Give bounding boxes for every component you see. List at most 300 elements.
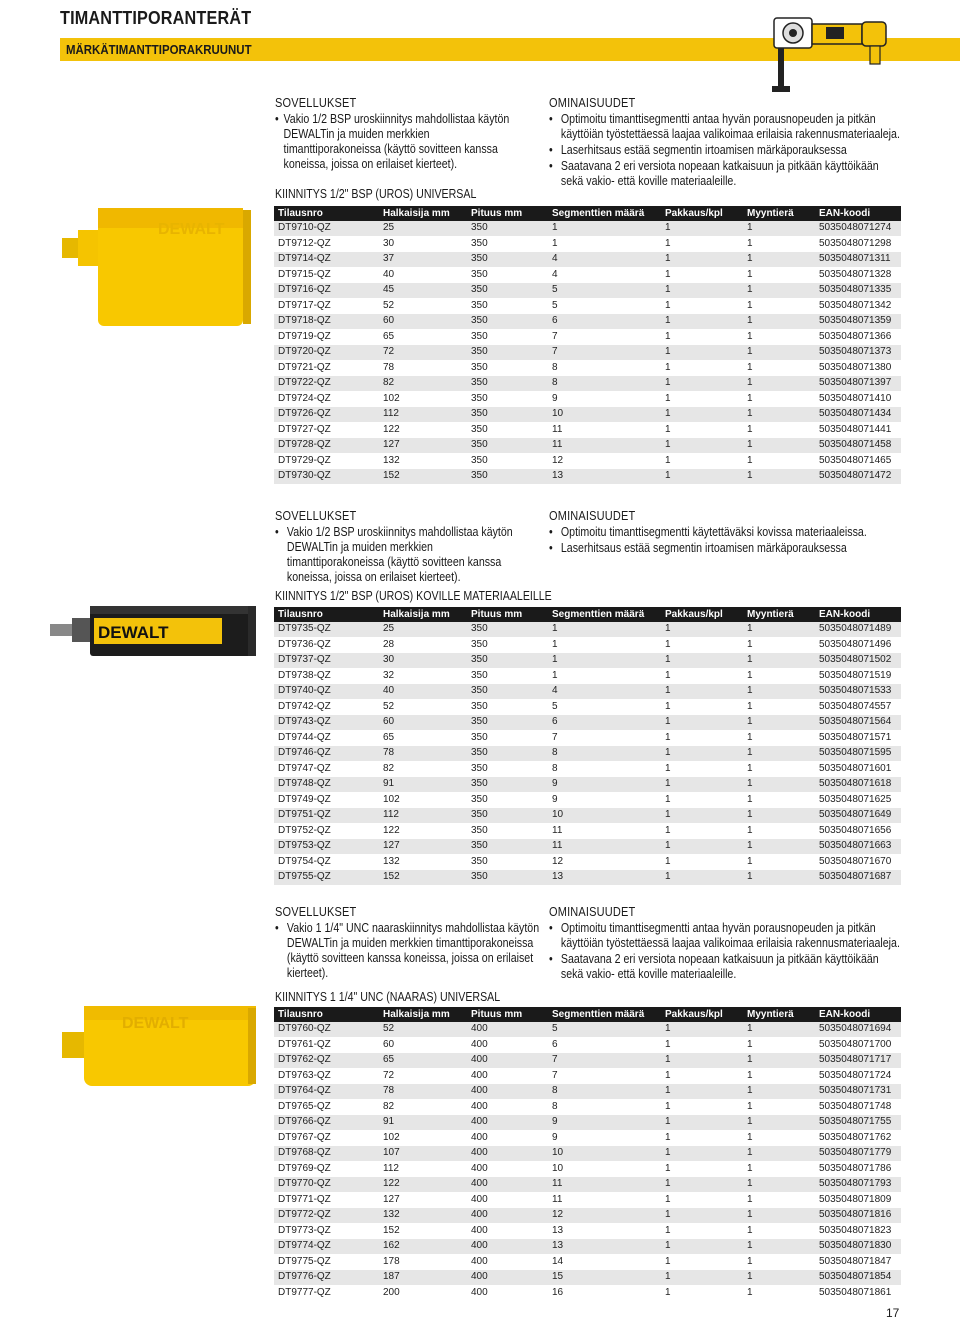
table-cell: 350	[467, 314, 548, 330]
table-cell: 1	[661, 746, 743, 762]
table-row	[274, 715, 901, 731]
table-cell: 350	[467, 236, 548, 252]
table-cell: 1	[743, 684, 815, 700]
product-table-1	[274, 206, 901, 485]
table-cell: 5035048071533	[815, 684, 901, 700]
table-row	[274, 221, 901, 236]
table-cell: 5035048071618	[815, 777, 901, 793]
table-cell: 1	[743, 730, 815, 746]
table-cell: 5035048071595	[815, 746, 901, 762]
table-cell: 112	[379, 1161, 467, 1177]
table-cell: DT9762-QZ	[274, 1053, 379, 1069]
column-header: Halkaisija mm	[379, 206, 467, 221]
table-cell: 8	[548, 376, 661, 392]
table-row	[274, 1146, 901, 1162]
table-cell: 5035048071649	[815, 808, 901, 824]
table-cell: 5035048071564	[815, 715, 901, 731]
table-row	[274, 1084, 901, 1100]
table-cell: DT9726-QZ	[274, 407, 379, 423]
table-cell: 1	[743, 453, 815, 469]
table-row	[274, 376, 901, 392]
product-table-3	[274, 1007, 901, 1301]
table-cell: 15	[548, 1270, 661, 1286]
table-cell: 350	[467, 267, 548, 283]
table-cell: DT9715-QZ	[274, 267, 379, 283]
table-cell: 7	[548, 345, 661, 361]
feature-item: • Optimoitu timanttisegmentti antaa hyvän porausnopeuden ja pitkän käyttöiän työstettäessä laajaa valikoimaa erilaisia rakennusmateriaaleja.	[549, 921, 900, 951]
table-cell: 5035048071731	[815, 1084, 901, 1100]
table-cell: 1	[661, 1223, 743, 1239]
table-cell: 1	[743, 808, 815, 824]
table-cell: 1	[743, 1084, 815, 1100]
table-cell: 1	[743, 854, 815, 870]
table-cell: 1	[661, 236, 743, 252]
table-cell: 400	[467, 1177, 548, 1193]
table-cell: 5035048071830	[815, 1239, 901, 1255]
table-cell: 1	[743, 1037, 815, 1053]
column-header: Segmenttien määrä	[548, 206, 661, 221]
black-dewalt-core-bit-image	[48, 600, 260, 662]
core-drill-machine-icon	[770, 14, 900, 94]
product-table-2	[274, 607, 901, 886]
table-cell: 12	[548, 854, 661, 870]
table-cell: 7	[548, 1053, 661, 1069]
table-cell: DT9730-QZ	[274, 469, 379, 485]
table-cell: 5035048071496	[815, 637, 901, 653]
table-row	[274, 1068, 901, 1084]
table-cell: DT9738-QZ	[274, 668, 379, 684]
table-row	[274, 438, 901, 454]
table-cell: 350	[467, 221, 548, 236]
table-row	[274, 746, 901, 762]
table-cell: 1	[661, 391, 743, 407]
table-cell: 1	[743, 407, 815, 423]
table-cell: 1	[661, 438, 743, 454]
table-row	[274, 1254, 901, 1270]
table-cell: 5035048071687	[815, 870, 901, 886]
table-cell: 127	[379, 839, 467, 855]
table-body	[274, 622, 901, 885]
table-cell: 60	[379, 314, 467, 330]
table-row	[274, 854, 901, 870]
table-cell: 1	[743, 1208, 815, 1224]
table-cell: 10	[548, 808, 661, 824]
table-cell: 1	[661, 1146, 743, 1162]
table-cell: DT9753-QZ	[274, 839, 379, 855]
table-cell: 1	[743, 267, 815, 283]
table-cell: 5035048071472	[815, 469, 901, 485]
feature-item: • Laserhitsaus estää segmentin irtoamisen märkäporauksessa	[549, 143, 900, 158]
table-cell: DT9736-QZ	[274, 637, 379, 653]
table-cell: 1	[661, 699, 743, 715]
column-header: EAN-koodi	[815, 1007, 901, 1022]
table-cell: 5035048071847	[815, 1254, 901, 1270]
table-cell: 1	[661, 221, 743, 236]
table-cell: 1	[743, 1285, 815, 1301]
table-cell: DT9721-QZ	[274, 360, 379, 376]
table-cell: DT9765-QZ	[274, 1099, 379, 1115]
table-cell: 1	[661, 653, 743, 669]
feature-item: • Optimoitu timanttisegmentti käytettäväksi kovissa materiaaleissa.	[549, 525, 900, 540]
table-cell: 1	[661, 1037, 743, 1053]
table-cell: 350	[467, 746, 548, 762]
table-row	[274, 792, 901, 808]
table-row	[274, 407, 901, 423]
table-cell: 1	[743, 1161, 815, 1177]
table-cell: 152	[379, 469, 467, 485]
table-cell: 350	[467, 407, 548, 423]
table-cell: 9	[548, 1130, 661, 1146]
table-cell: 152	[379, 870, 467, 886]
table-cell: 5035048071816	[815, 1208, 901, 1224]
table-cell: DT9722-QZ	[274, 376, 379, 392]
table-cell: 1	[743, 715, 815, 731]
table-cell: DT9717-QZ	[274, 298, 379, 314]
table-row	[274, 298, 901, 314]
table-cell: DT9737-QZ	[274, 653, 379, 669]
table-cell: 1	[743, 1115, 815, 1131]
table-cell: DT9769-QZ	[274, 1161, 379, 1177]
features-block	[549, 509, 899, 557]
table-cell: DT9766-QZ	[274, 1115, 379, 1131]
table-cell: 1	[743, 298, 815, 314]
table-row	[274, 360, 901, 376]
table-row	[274, 252, 901, 268]
table-cell: 400	[467, 1254, 548, 1270]
column-header: Tilausnro	[274, 607, 379, 622]
features-block	[549, 905, 899, 983]
applications-list	[275, 525, 515, 585]
table-row	[274, 761, 901, 777]
page-title: TIMANTTIPORANTERÄT	[60, 8, 252, 28]
table-row	[274, 777, 901, 793]
table-cell: DT9775-QZ	[274, 1254, 379, 1270]
table-row	[274, 622, 901, 637]
table-row	[274, 870, 901, 886]
table-cell: 350	[467, 298, 548, 314]
table-cell: 10	[548, 1161, 661, 1177]
table-cell: 1	[743, 1022, 815, 1037]
table-cell: 1	[661, 1022, 743, 1037]
table-cell: 1	[743, 1068, 815, 1084]
feature-item: • Saatavana 2 eri versiota nopeaan katkaisuun ja pitkään käyttöikään sekä vakio- että koville materiaaleille.	[549, 952, 900, 982]
table-cell: 5035048071328	[815, 267, 901, 283]
table-cell: 400	[467, 1161, 548, 1177]
table-row	[274, 329, 901, 345]
table-cell: 350	[467, 469, 548, 485]
table-cell: 122	[379, 422, 467, 438]
table-cell: DT9743-QZ	[274, 715, 379, 731]
table-cell: DT9764-QZ	[274, 1084, 379, 1100]
mount-label: KIINNITYS 1/2" BSP (UROS) UNIVERSAL	[275, 187, 477, 201]
table-cell: 102	[379, 1130, 467, 1146]
column-header: Halkaisija mm	[379, 607, 467, 622]
table-cell: 1	[661, 622, 743, 637]
table-cell: 11	[548, 823, 661, 839]
table-cell: 1	[743, 252, 815, 268]
table-cell: 91	[379, 1115, 467, 1131]
table-cell: 5035048071489	[815, 622, 901, 637]
table-cell: 5035048071441	[815, 422, 901, 438]
table-row	[274, 637, 901, 653]
table-cell: 13	[548, 870, 661, 886]
table-row	[274, 1099, 901, 1115]
table-cell: DT9714-QZ	[274, 252, 379, 268]
column-header: EAN-koodi	[815, 607, 901, 622]
table-row	[274, 469, 901, 485]
table-cell: 5035048071397	[815, 376, 901, 392]
application-item: • Vakio 1/2 BSP uroskiinnitys mahdollistaa käytön DEWALTin ja muiden merkkien timanttiporakoneissa (käyttö sovitteen kanssa koneissa, joissa on erilaiset kierteet).	[275, 525, 514, 585]
mount-label: KIINNITYS 1 1/4" UNC (NAARAS) UNIVERSAL	[275, 990, 501, 1004]
table-cell: 1	[548, 653, 661, 669]
table-cell: 200	[379, 1285, 467, 1301]
table-cell: 1	[661, 360, 743, 376]
applications-heading: SOVELLUKSET	[275, 96, 357, 110]
table-row	[274, 1053, 901, 1069]
table-cell: DT9751-QZ	[274, 808, 379, 824]
table-cell: 350	[467, 839, 548, 855]
table-cell: 1	[661, 792, 743, 808]
table-cell: 5035048071410	[815, 391, 901, 407]
column-header: Myyntierä	[743, 1007, 815, 1022]
table-cell: 28	[379, 637, 467, 653]
table-cell: 1	[548, 637, 661, 653]
table-cell: 5035048071601	[815, 761, 901, 777]
table-cell: 1	[661, 345, 743, 361]
applications-list	[275, 112, 515, 172]
table-cell: 13	[548, 1223, 661, 1239]
table-cell: 25	[379, 221, 467, 236]
table-cell: 1	[743, 221, 815, 236]
table-cell: 127	[379, 1192, 467, 1208]
table-cell: DT9776-QZ	[274, 1270, 379, 1286]
table-cell: 1	[661, 407, 743, 423]
column-header: Segmenttien määrä	[548, 1007, 661, 1022]
column-header: Pituus mm	[467, 1007, 548, 1022]
table-cell: 5035048071458	[815, 438, 901, 454]
table-cell: DT9724-QZ	[274, 391, 379, 407]
table-cell: 1	[661, 1115, 743, 1131]
table-cell: 350	[467, 283, 548, 299]
table-row	[274, 839, 901, 855]
column-header: Tilausnro	[274, 206, 379, 221]
table-cell: DT9760-QZ	[274, 1022, 379, 1037]
table-cell: 350	[467, 699, 548, 715]
table-cell: 5035048071380	[815, 360, 901, 376]
table-cell: 1	[743, 1177, 815, 1193]
table-cell: 1	[661, 252, 743, 268]
table-row	[274, 1192, 901, 1208]
table-cell: 32	[379, 668, 467, 684]
table-cell: DT9719-QZ	[274, 329, 379, 345]
table-cell: 1	[661, 1130, 743, 1146]
table-cell: 37	[379, 252, 467, 268]
table-header-row	[274, 206, 901, 221]
applications-list	[275, 921, 545, 981]
table-cell: 152	[379, 1223, 467, 1239]
table-cell: 82	[379, 761, 467, 777]
table-cell: 1	[661, 1068, 743, 1084]
table-cell: 5035048071625	[815, 792, 901, 808]
table-cell: 400	[467, 1130, 548, 1146]
table-cell: 72	[379, 1068, 467, 1084]
table-cell: DT9710-QZ	[274, 221, 379, 236]
table-cell: 5035048071359	[815, 314, 901, 330]
table-cell: 400	[467, 1223, 548, 1239]
column-header: Pakkaus/kpl	[661, 1007, 743, 1022]
table-cell: 14	[548, 1254, 661, 1270]
table-cell: 400	[467, 1208, 548, 1224]
table-cell: 11	[548, 438, 661, 454]
column-header: Myyntierä	[743, 607, 815, 622]
table-row	[274, 267, 901, 283]
applications-block	[275, 509, 515, 586]
column-header: Myyntierä	[743, 206, 815, 221]
table-cell: 350	[467, 422, 548, 438]
table-cell: 78	[379, 1084, 467, 1100]
table-cell: 5035048071700	[815, 1037, 901, 1053]
table-cell: 350	[467, 391, 548, 407]
feature-item: • Laserhitsaus estää segmentin irtoamisen märkäporauksessa	[549, 541, 900, 556]
table-cell: 65	[379, 1053, 467, 1069]
table-cell: 350	[467, 870, 548, 886]
table-row	[274, 453, 901, 469]
feature-item: • Saatavana 2 eri versiota nopeaan katkaisuun ja pitkään käyttöikään sekä vakio- että koville materiaaleille.	[549, 159, 900, 189]
table-cell: 78	[379, 360, 467, 376]
table-cell: 1	[743, 283, 815, 299]
table-cell: 1	[661, 808, 743, 824]
table-cell: 1	[661, 823, 743, 839]
application-item: • Vakio 1 1/4" UNC naaraskiinnitys mahdollistaa käytön DEWALTin ja muiden merkkien timanttiporakoneissa (käyttö sovitteen kanssa koneissa, joissa on erilaiset kierteet).	[275, 921, 544, 981]
table-cell: 5035048071663	[815, 839, 901, 855]
table-row	[274, 699, 901, 715]
table-cell: DT9772-QZ	[274, 1208, 379, 1224]
page-subtitle: MÄRKÄTIMANTTIPORAKRUUNUT	[66, 42, 252, 57]
table-cell: 350	[467, 329, 548, 345]
table-cell: DT9729-QZ	[274, 453, 379, 469]
table-cell: 5035048071366	[815, 329, 901, 345]
table-cell: 178	[379, 1254, 467, 1270]
table-cell: 9	[548, 391, 661, 407]
table-cell: 40	[379, 267, 467, 283]
column-header: Pakkaus/kpl	[661, 607, 743, 622]
table-cell: 5035048071502	[815, 653, 901, 669]
table-cell: DT9716-QZ	[274, 283, 379, 299]
table-cell: 9	[548, 777, 661, 793]
table-cell: 5035048071274	[815, 221, 901, 236]
table-cell: 5035048071793	[815, 1177, 901, 1193]
table-cell: 12	[548, 1208, 661, 1224]
table-cell: 7	[548, 730, 661, 746]
table-cell: 5035048071748	[815, 1099, 901, 1115]
table-cell: 1	[743, 360, 815, 376]
table-cell: 5035048071311	[815, 252, 901, 268]
table-cell: 400	[467, 1285, 548, 1301]
table-row	[274, 1270, 901, 1286]
table-cell: 350	[467, 360, 548, 376]
table-cell: 1	[743, 1146, 815, 1162]
table-cell: 8	[548, 1099, 661, 1115]
table-cell: 25	[379, 622, 467, 637]
table-cell: 350	[467, 438, 548, 454]
table-cell: DT9752-QZ	[274, 823, 379, 839]
table-cell: 132	[379, 1208, 467, 1224]
dewalt-logo: DEWALT	[98, 623, 169, 642]
table-body	[274, 221, 901, 484]
table-cell: 350	[467, 684, 548, 700]
table-cell: 1	[661, 1177, 743, 1193]
table-cell: 102	[379, 391, 467, 407]
table-cell: 350	[467, 823, 548, 839]
table-cell: 11	[548, 422, 661, 438]
table-cell: 5035048071823	[815, 1223, 901, 1239]
table-cell: 91	[379, 777, 467, 793]
table-cell: 5035048071670	[815, 854, 901, 870]
table-cell: 6	[548, 715, 661, 731]
table-cell: DT9773-QZ	[274, 1223, 379, 1239]
table-cell: 1	[743, 637, 815, 653]
table-cell: 5035048071786	[815, 1161, 901, 1177]
table-cell: 30	[379, 236, 467, 252]
table-cell: DT9768-QZ	[274, 1146, 379, 1162]
table-cell: 5035048071861	[815, 1285, 901, 1301]
table-cell: DT9746-QZ	[274, 746, 379, 762]
table-cell: 4	[548, 684, 661, 700]
application-item: • Vakio 1/2 BSP uroskiinnitys mahdollistaa käytön DEWALTin ja muiden merkkien timanttiporakoneissa (käyttö sovitteen kanssa koneissa, joissa on erilaiset kierteet).	[275, 112, 514, 172]
table-cell: 350	[467, 376, 548, 392]
table-cell: 400	[467, 1270, 548, 1286]
table-cell: 5035048071519	[815, 668, 901, 684]
table-cell: 6	[548, 1037, 661, 1053]
table-cell: 1	[743, 1053, 815, 1069]
table-cell: 5035048071724	[815, 1068, 901, 1084]
table-cell: 82	[379, 376, 467, 392]
table-cell: 350	[467, 668, 548, 684]
table-cell: 1	[743, 438, 815, 454]
page-number: 17	[886, 1306, 900, 1320]
table-cell: DT9761-QZ	[274, 1037, 379, 1053]
table-cell: 162	[379, 1239, 467, 1255]
table-cell: 112	[379, 407, 467, 423]
table-cell: 8	[548, 761, 661, 777]
table-cell: 1	[661, 668, 743, 684]
features-heading: OMINAISUUDET	[549, 509, 636, 523]
table-cell: 8	[548, 360, 661, 376]
table-row	[274, 808, 901, 824]
table-cell: 5035048071335	[815, 283, 901, 299]
table-cell: DT9774-QZ	[274, 1239, 379, 1255]
table-cell: 1	[661, 1084, 743, 1100]
table-cell: DT9712-QZ	[274, 236, 379, 252]
table-cell: DT9728-QZ	[274, 438, 379, 454]
table-cell: 5035048071762	[815, 1130, 901, 1146]
table-cell: 5035048071854	[815, 1270, 901, 1286]
table-cell: 5035048071342	[815, 298, 901, 314]
table-cell: 1	[661, 1270, 743, 1286]
table-row	[274, 1239, 901, 1255]
table-row	[274, 1177, 901, 1193]
features-list	[549, 112, 899, 189]
table-cell: 5035048071434	[815, 407, 901, 423]
table-cell: DT9744-QZ	[274, 730, 379, 746]
table-cell: 78	[379, 746, 467, 762]
table-cell: 1	[743, 1239, 815, 1255]
table-cell: 1	[661, 314, 743, 330]
table-cell: 11	[548, 1192, 661, 1208]
table-cell: 122	[379, 1177, 467, 1193]
table-cell: 400	[467, 1037, 548, 1053]
table-cell: 1	[743, 792, 815, 808]
